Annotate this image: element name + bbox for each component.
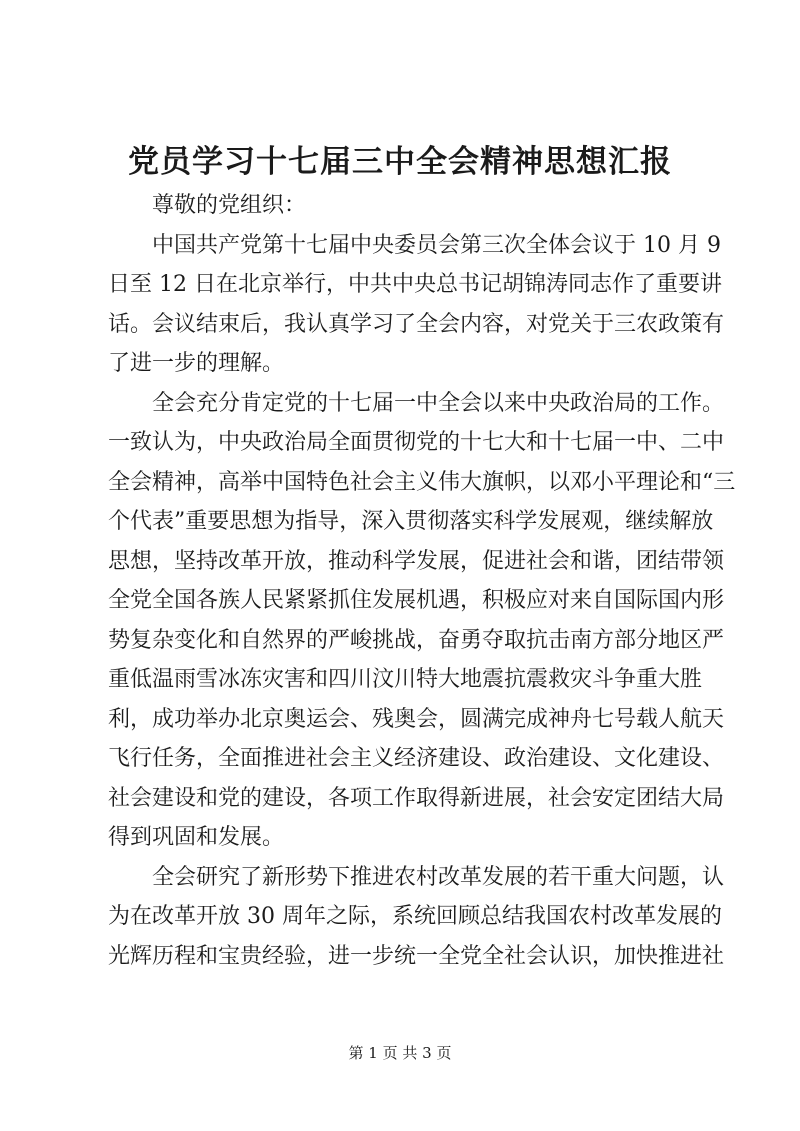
paragraph-line: 中国共产党第十七届中央委员会第三次全体会议于 10 月 9 xyxy=(152,232,721,258)
paragraph-line: 利，成功举办北京奥运会、残奥会，圆满完成神舟七号载人航天 xyxy=(108,706,725,732)
paragraph-line: 社会建设和党的建设，各项工作取得新进展，社会安定团结大局 xyxy=(108,785,725,811)
paragraph-line: 话。会议结束后，我认真学习了全会内容，对党关于三农政策有 xyxy=(108,311,725,337)
paragraph-line: 势复杂变化和自然界的严峻挑战，奋勇夺取抗击南方部分地区严 xyxy=(108,627,725,653)
paragraph-line: 全会研究了新形势下推进农村改革发展的若干重大问题，认 xyxy=(152,864,725,890)
paragraph-line: 光辉历程和宝贵经验，进一步统一全党全社会认识，加快推进社 xyxy=(108,943,725,969)
salutation-line: 尊敬的党组织： xyxy=(152,193,307,218)
paragraph-line: 一致认为，中央政治局全面贯彻党的十七大和十七届一中、二中 xyxy=(108,430,725,455)
paragraph-line: 了进一步的理解。 xyxy=(108,351,285,376)
page-footer: 第 1 页 共 3 页 xyxy=(348,1044,452,1062)
paragraph-line: 重低温雨雪冰冻灾害和四川汶川特大地震抗震救灾斗争重大胜 xyxy=(108,667,703,692)
paragraph-line: 得到巩固和发展。 xyxy=(108,825,285,850)
paragraph-line: 全党全国各族人民紧紧抓住发展机遇，积极应对来自国际国内形 xyxy=(108,588,725,613)
paragraph-line: 全会精神，高举中国特色社会主义伟大旗帜，以邓小平理论和“三 xyxy=(108,469,736,495)
paragraph-line: 飞行任务，全面推进社会主义经济建设、政治建设、文化建设、 xyxy=(108,746,725,771)
document-title: 党员学习十七届三中全会精神思想汇报 xyxy=(128,144,672,180)
paragraph-line: 思想，坚持改革开放，推动科学发展，促进社会和谐，团结带领 xyxy=(108,548,725,574)
paragraph-line: 为在改革开放 30 周年之际，系统回顾总结我国农村改革发展的 xyxy=(108,904,722,929)
paragraph-line: 日至 12 日在北京举行，中共中央总书记胡锦涛同志作了重要讲 xyxy=(108,272,722,297)
document-body xyxy=(108,186,736,976)
paragraph-line: 个代表”重要思想为指导，深入贯彻落实科学发展观，继续解放 xyxy=(108,509,714,534)
paragraph-line: 全会充分肯定党的十七届一中全会以来中央政治局的工作。 xyxy=(152,390,725,416)
